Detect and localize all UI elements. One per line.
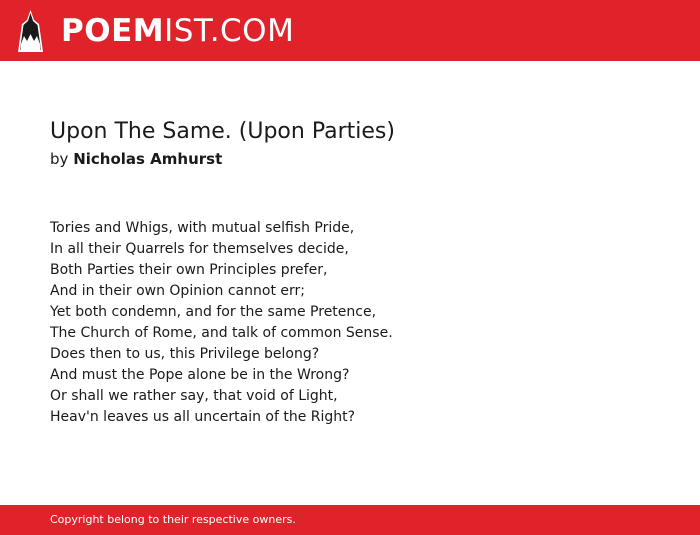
pen-nib-icon[interactable]: [18, 10, 43, 52]
poem-line: Or shall we rather say, that void of Light,: [50, 388, 338, 404]
poem-line: Yet both condemn, and for the same Pretence,: [50, 304, 377, 320]
site-logo[interactable]: [61, 12, 294, 50]
site-header: [0, 0, 700, 61]
poem-line: Does then to us, this Privilege belong?: [50, 346, 320, 362]
by-label: by: [50, 150, 69, 168]
poem-line: Heav'n leaves us all uncertain of the Right?: [50, 409, 356, 425]
copyright-notice: Copyright belong to their respective owners.: [50, 513, 296, 526]
author-name: Nicholas Amhurst: [73, 150, 223, 168]
poem-title: Upon The Same. (Upon Parties): [50, 119, 395, 144]
brand-light-text: IST.COM: [164, 13, 295, 49]
poem-line: Tories and Whigs, with mutual selfish Pride,: [50, 220, 355, 236]
poem-byline: [50, 148, 222, 170]
poem-line: The Church of Rome, and talk of common Sense.: [50, 325, 393, 341]
poem-line: In all their Quarrels for themselves decide,: [50, 241, 349, 257]
poem-line: And must the Pope alone be in the Wrong?: [50, 367, 350, 383]
brand-bold-text: POEM: [61, 13, 165, 49]
poem-body: [50, 218, 393, 428]
site-footer: [0, 505, 700, 535]
poem-line: And in their own Opinion cannot err;: [50, 283, 305, 299]
poem-line: Both Parties their own Principles prefer,: [50, 262, 328, 278]
